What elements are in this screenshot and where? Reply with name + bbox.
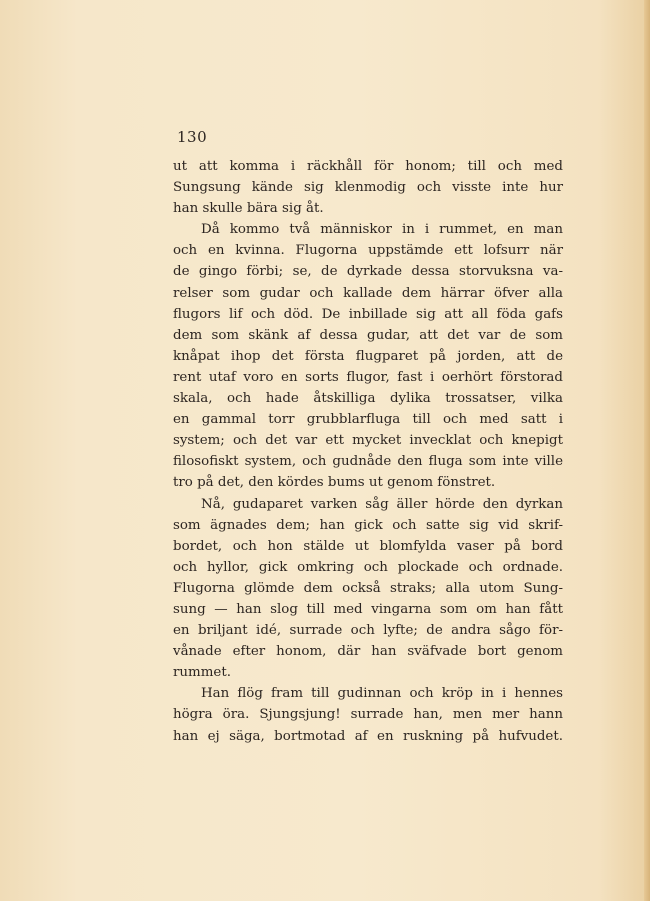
text-line: Nå, gudaparet varken såg äller hörde den dyrkan [201,496,563,512]
text-line: ut att komma i räckhåll för honom; till och med [173,159,563,174]
text-line: dem som skänk af dessa gudar, att det var de som [173,327,563,343]
text-line: system; och det var ett mycket invecklat och knepigt [173,433,563,449]
text-line: relser som gudar och kallade dem härrar öfver alla [173,285,563,301]
text-line: rummet. [173,665,231,681]
text-line: han ej säga, bortmotad af en ruskning på hufvudet. [173,728,563,744]
text-line: tro på det, den kördes bums ut genom fönstret. [173,475,496,491]
text-line: sung — han slog till med vingarna som om han fått [173,601,563,617]
text-line: och hyllor, gick omkring och plockade och ordnade. [173,559,563,575]
text-line: flugors lif och död. De inbillade sig att all föda gafs [173,306,563,322]
text-line: skala, och hade åtskilliga dylika trossatser, vilka [173,391,563,407]
text-line: som ägnades dem; han gick och satte sig vid skrif- [173,517,563,533]
text-line: högra öra. Sjungsjung! surrade han, men mer hann [173,707,563,723]
text-line: en gammal torr grubblarfluga till och med satt i [173,412,563,428]
text-line: Då kommo två människor in i rummet, en man [201,222,563,238]
text-line: vånade efter honom, där han sväfvade bort genom [173,644,563,660]
text-line: knåpat ihop det första flugparet på jorden, att de [173,348,563,364]
text-line: de gingo förbi; se, de dyrkade dessa storvuksna va- [173,264,563,280]
body-text [173,156,563,747]
text-line: en briljant idé, surrade och lyfte; de andra sågo för- [173,623,563,639]
page-edge [644,0,650,901]
text-line: bordet, och hon stälde ut blomfylda vaser på bord [173,538,563,554]
text-line: filosofiskt system, och gudnåde den fluga som inte ville [173,454,563,470]
text-line: han skulle bära sig åt. [173,201,324,217]
text-line: och en kvinna. Flugorna uppstämde ett lofsurr när [173,243,563,259]
text-line: rent utaf voro en sorts flugor, fast i oerhört förstorad [173,369,563,385]
page-number: 130 [177,128,208,146]
text-line: Flugorna glömde dem också straks; alla utom Sung- [173,580,563,596]
text-line: Han flög fram till gudinnan och kröp in i hennes [201,686,563,702]
text-line: Sungsung kände sig klenmodig och visste inte hur [173,180,563,196]
